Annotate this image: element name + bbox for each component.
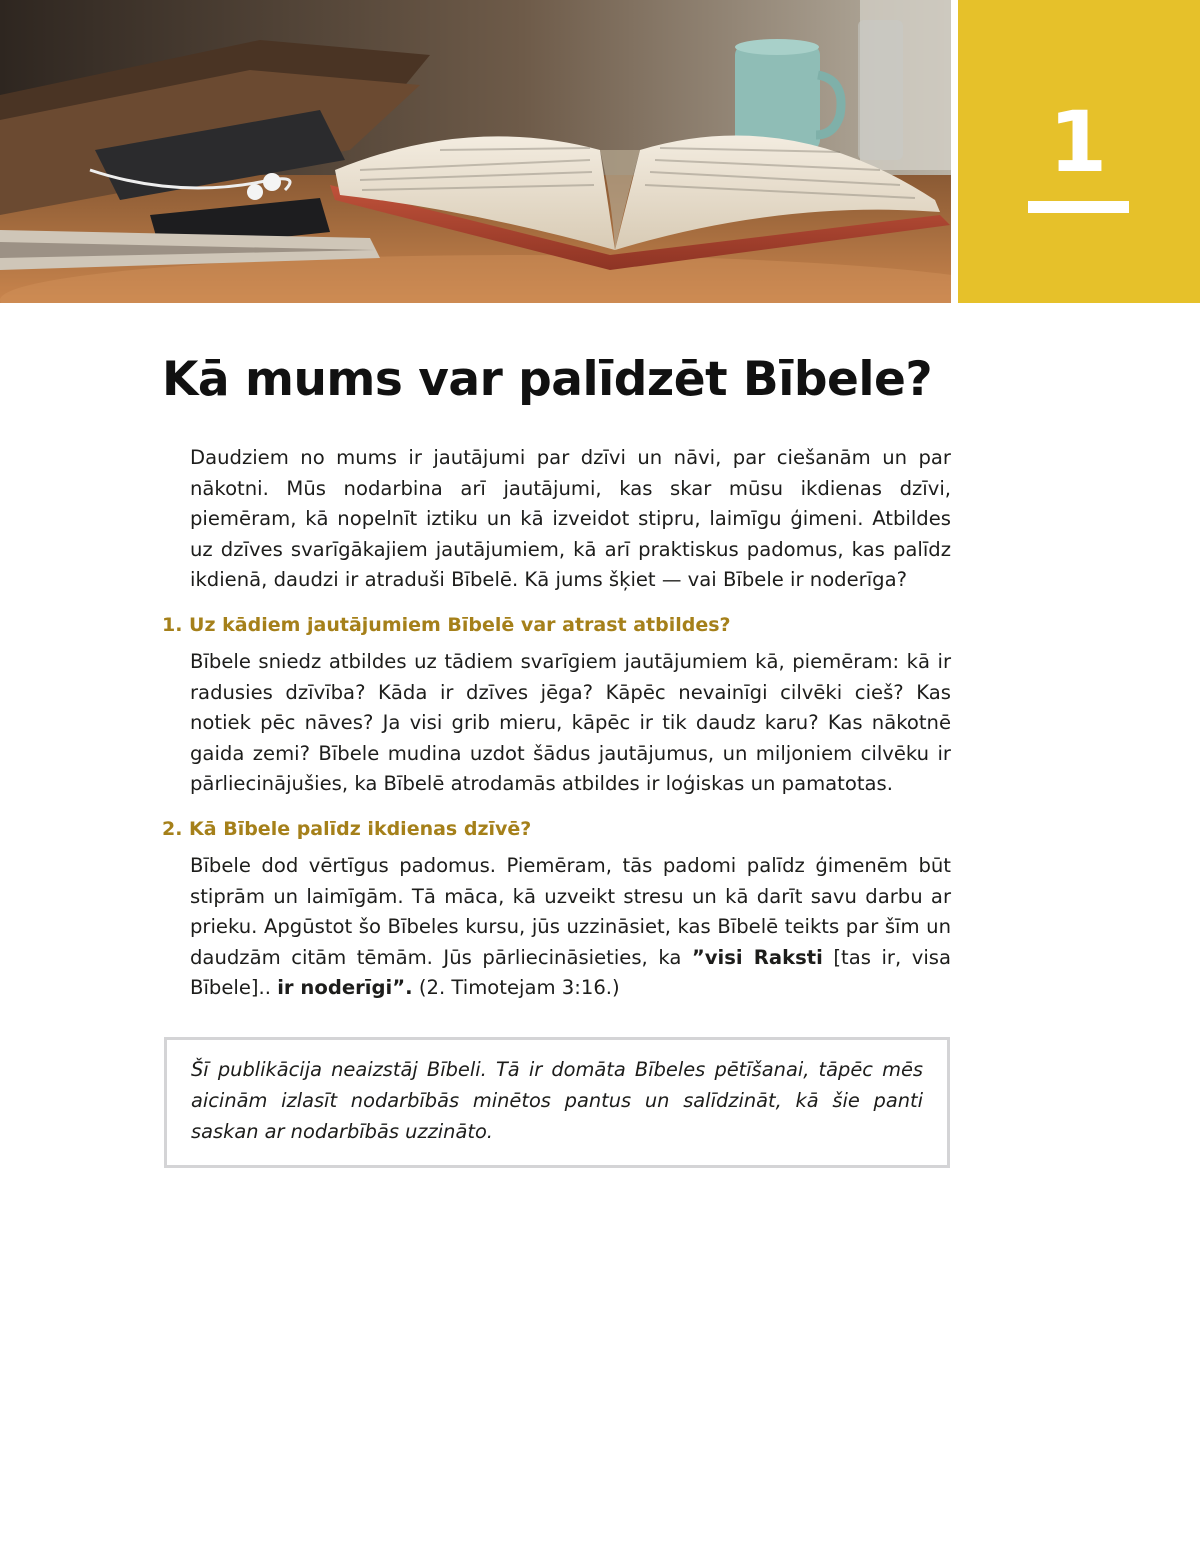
notice-box <box>164 1037 950 1168</box>
scripture-reference: (2. Timotejam 3:16.) <box>418 976 620 999</box>
lesson-number-tab <box>958 0 1200 303</box>
section-2-text <box>190 851 951 1004</box>
open-bible-photo <box>0 0 951 303</box>
section-2-heading: 2. Kā Bībele palīdz ikdienas dzīvē? <box>162 818 532 840</box>
lesson-number-underline <box>1028 201 1129 213</box>
scripture-quote-open: ”visi Raksti <box>691 945 823 969</box>
notice-text: Šī publikācija neaizstāj Bībeli. Tā ir domāta Bībeles pētīšanai, tāpēc mēs aicinām izlasīt nodarbībās minētos pantus un salīdzināt, kā šie panti saskan ar nodarbībās uzzināto. <box>191 1058 923 1143</box>
page-title: Kā mums var palīdzēt Bībele? <box>162 352 933 407</box>
header-photo <box>0 0 951 303</box>
scripture-quote-middle: [tas ir, visa Bībele].. <box>190 945 952 999</box>
scripture-quote-close: ir noderīgi”. <box>277 976 413 999</box>
section-1-heading: 1. Uz kādiem jautājumiem Bībelē var atrast atbildes? <box>162 614 731 636</box>
section-2-body: Bībele dod vērtīgus padomus. Piemēram, tās padomi palīdz ģimenēm būt stiprām un laimīgām. Tā māca, kā uzveikt stresu un kā darīt savu darbu ar prieku. Apgūstot šo Bībeles kursu, jūs uzzināsiet, kas Bībelē teikts par šīm un daudzām citām tēmām. Jūs pārliecināsieties, ka <box>190 854 951 969</box>
section-1-text: Bībele sniedz atbildes uz tādiem svarīgiem jautājumiem kā, piemēram: kā ir radusies dzīvība? Kāda ir dzīves jēga? Kāpēc nevainīgi cilvēki cieš? Kas notiek pēc nāves? Ja visi grib mieru, kāpēc ir tik daudz karu? Kas nākotnē gaida zemi? Bībele mudina uzdot šādus jautājumus, un miljoniem cilvēku ir pārliecinājušies, ka Bībelē atrodamās atbildes ir loģiskas un pamatotas. <box>190 650 951 795</box>
intro-paragraph: Daudziem no mums ir jautājumi par dzīvi un nāvi, par ciešanām un par nākotni. Mūs nodarbina arī jautājumi, kas skar mūsu ikdienas dzīvi, piemēram, kā nopelnīt iztiku un kā izveidot stipru, laimīgu ģimeni. Atbildes uz dzīves svarīgākajiem jautājumiem, kā arī praktiskus padomus, kas palīdz ikdienā, daudzi ir atraduši Bībelē. Kā jums šķiet — vai Bībele ir noderīga? <box>190 446 951 591</box>
lesson-number: 1 <box>1048 93 1108 191</box>
